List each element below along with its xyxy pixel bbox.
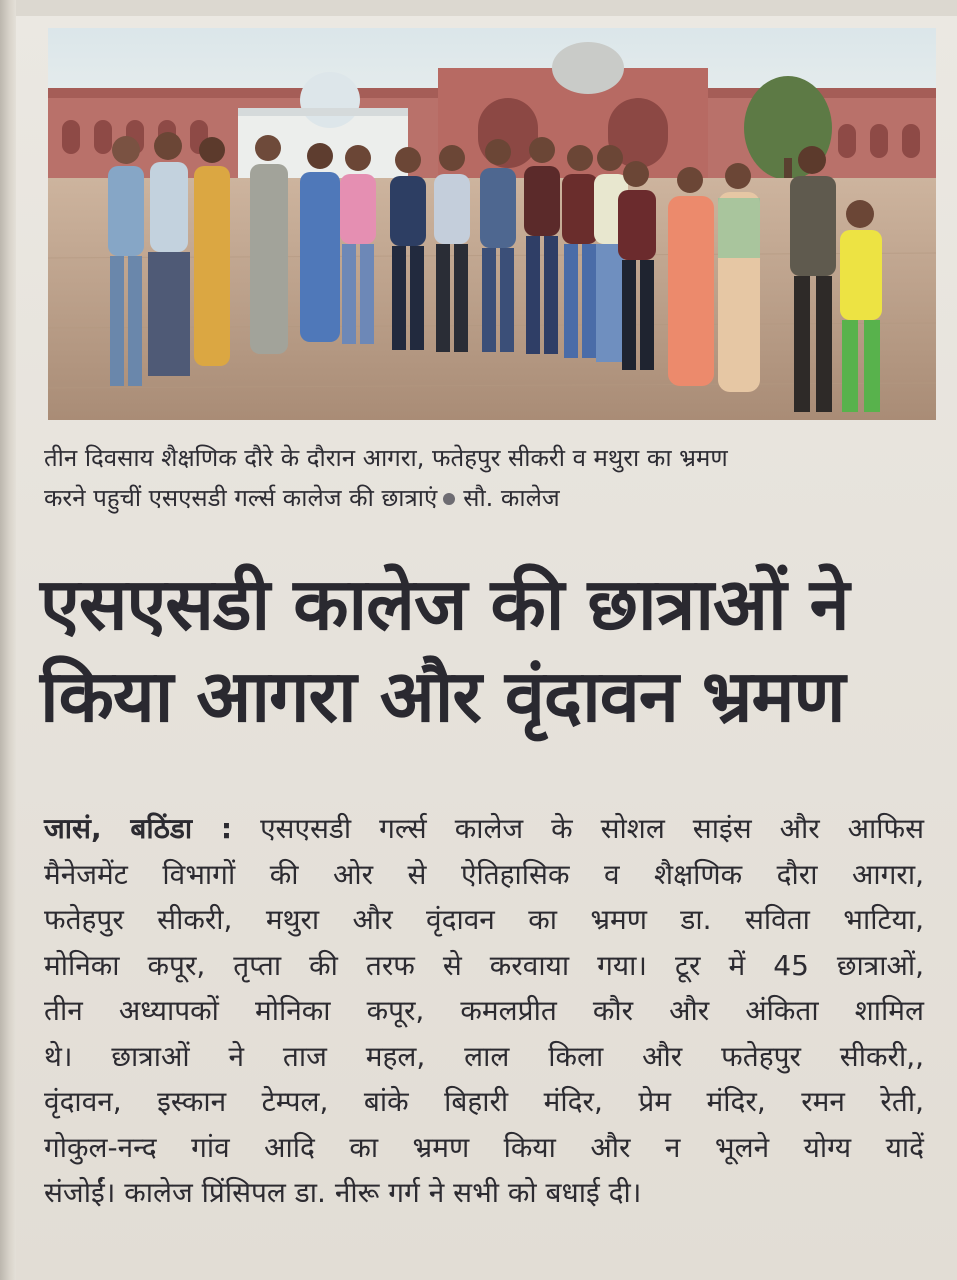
photo-credit: सौ. कालेज [463, 484, 560, 512]
article-line: मोनिका कपूर, तृप्ता की तरफ से करवाया गया। टूर में 45 छात्राओं, [44, 948, 924, 982]
article-line: वृंदावन, इस्कान टेम्पल, बांके बिहारी मंदिर, प्रेम मंदिर, रमन रेती, [44, 1085, 924, 1118]
article-line: गोकुल-नन्द गांव आदि का भ्रमण किया और न भूलने योग्य यादें [44, 1130, 924, 1164]
page-fold-edge [0, 0, 16, 1280]
article-line: तीन अध्यापकों मोनिका कपूर, कमलप्रीत कौर और अंकिता शामिल [44, 994, 924, 1027]
article-line: फतेहपुर सीकरी, मथुरा और वृंदावन का भ्रमण डा. सविता भाटिया, [44, 903, 924, 936]
photo-caption [44, 438, 924, 518]
caption-line-2 [44, 478, 924, 518]
caption-line-2-text: करने पहुचीं एसएसडी गर्ल्स कालेज की छात्राएं [44, 484, 438, 512]
group-photo [48, 28, 936, 420]
top-margin [0, 0, 957, 16]
article-body [44, 806, 924, 1216]
dateline: जासं, बठिंडा : [44, 812, 233, 845]
headline-line-1: एसएसडी कालेज की छात्राओं ने [40, 562, 849, 646]
group-photo-icon [48, 28, 936, 420]
article-line-text: एसएसडी गर्ल्स कालेज के सोशल साइंस और आफिस [260, 812, 924, 845]
article-line: संजोईं। कालेज प्रिंसिपल डा. नीरू गर्ग ने सभी को बधाई दी। [44, 1176, 642, 1209]
article-line: थे। छात्राओं ने ताज महल, लाल किला और फतेहपुर सीकरी,, [44, 1039, 924, 1073]
headline [40, 558, 930, 742]
article-line [44, 806, 924, 852]
caption-line-1: तीन दिवसाय शैक्षणिक दौरे के दौरान आगरा, फतेहपुर सीकरी व मथुरा का भ्रमण [44, 444, 728, 472]
headline-line-2: किया आगरा और वृंदावन भ्रमण [40, 654, 845, 738]
bullet-icon [443, 493, 455, 505]
article-line: मैनेजमेंट विभागों की ओर से ऐतिहासिक व शैक्षणिक दौरा आगरा, [44, 857, 924, 891]
